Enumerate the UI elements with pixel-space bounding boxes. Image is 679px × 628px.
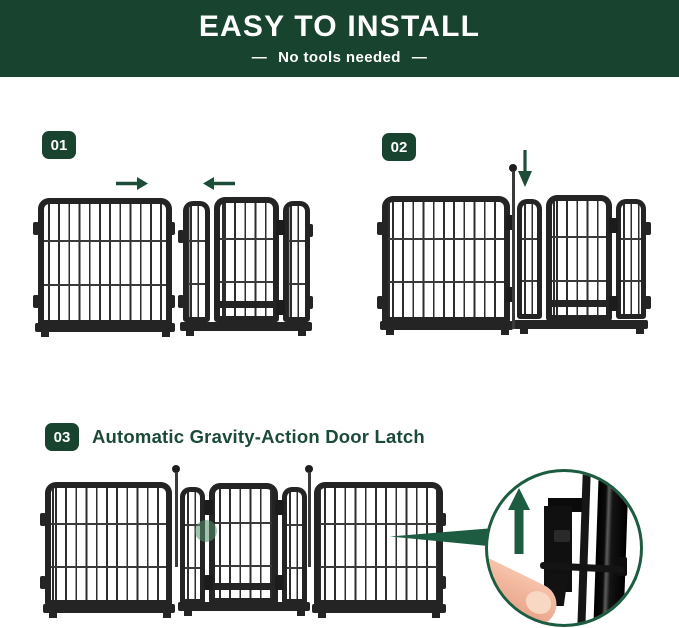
arrow-right-icon (116, 177, 148, 190)
door-crossbar (213, 583, 274, 590)
subtitle-dash-right: — (411, 48, 428, 66)
fingernail (522, 587, 555, 618)
magnifier-circle (485, 469, 643, 627)
panel-base (380, 321, 513, 330)
panel-base (514, 320, 648, 329)
fence-frame-post (593, 469, 629, 627)
panel-base (35, 323, 175, 332)
side-panel (616, 199, 646, 319)
step3-title: Automatic Gravity-Action Door Latch (92, 426, 425, 447)
door-crossbar (218, 301, 275, 308)
connector-pin (175, 472, 178, 567)
panel-base (178, 602, 310, 611)
side-panel (282, 487, 307, 604)
door-panel (214, 197, 279, 322)
latch-bolt (554, 530, 570, 542)
header-band (0, 0, 679, 77)
connector-pin (308, 472, 311, 567)
panel-base (312, 604, 446, 613)
door-panel (546, 195, 612, 321)
door-crossbar (550, 300, 608, 307)
fence-panel-large (314, 482, 443, 606)
side-panel (180, 487, 205, 604)
fence-panel-large (45, 482, 172, 606)
fence-panel-large (382, 196, 510, 323)
fence-panel-large (38, 198, 172, 326)
side-panel (283, 201, 310, 322)
step2-badge: 02 (382, 133, 416, 161)
page-subtitle (252, 49, 428, 66)
door-frame-bar (577, 469, 591, 627)
arrow-left-icon (203, 177, 235, 190)
connector-pin (512, 171, 515, 329)
step1-badge: 01 (42, 131, 76, 159)
door-panel (209, 483, 278, 604)
side-panel (183, 201, 210, 322)
arrow-up-icon (508, 488, 530, 554)
side-panel (517, 199, 542, 319)
subtitle-text: No tools needed (278, 48, 401, 66)
panel-base (43, 604, 175, 613)
panel-base (180, 322, 312, 331)
subtitle-dash-left: — (251, 48, 268, 66)
arrow-down-icon (518, 150, 532, 187)
latch-highlight (195, 520, 217, 542)
step3-badge: 03 (45, 423, 79, 451)
fence-bars (44, 204, 166, 320)
page-title: EASY TO INSTALL (198, 9, 481, 43)
